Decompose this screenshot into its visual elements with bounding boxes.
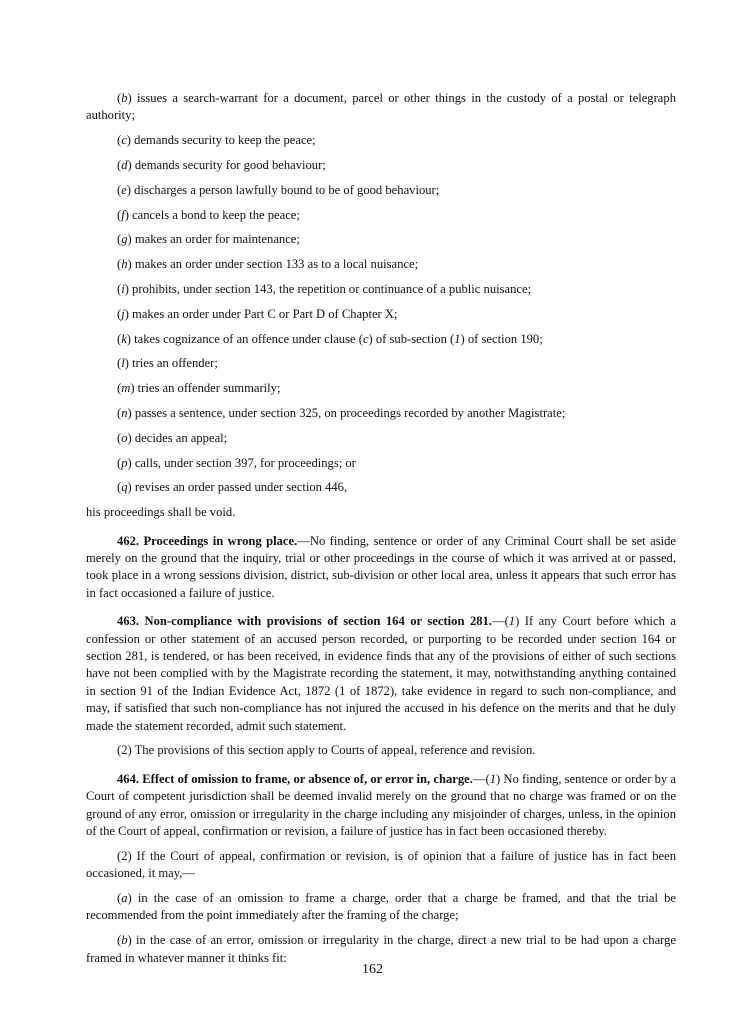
section-462 (86, 533, 676, 603)
section-body: ) No finding, sentence or order by a Court of competent jurisdiction shall be deemed invalid merely on the ground that no charge was framed or on the ground of any error, omission or irregularity in the charge including any misjoinder of charges, unless, in the opinion of the Court of appeal, confirmation or revision, a failure of justice has in fact been occasioned thereby. (86, 771, 677, 839)
clause-text: ) of section 190; (460, 331, 543, 346)
clause-c: (c) demands security to keep the peace; (117, 133, 316, 148)
clause-n: (n) passes a sentence, under section 325, on proceedings recorded by another Magistrate; (117, 405, 566, 420)
clause-text: in the case of an error, omission or irregularity in the charge, direct a new trial to be had upon a charge framed in whatever manner it thinks fit: (86, 933, 677, 965)
clause-text: cancels a bond to keep the peace; (132, 207, 300, 222)
clause-letter: k (121, 331, 127, 346)
clause-letter: b (121, 933, 128, 948)
section-body: ) If any Court before which a confession or other statement of an accused person recorded, or purporting to be recorded under section 164 or section 281, is tendered, or has been received, in evidence finds that any of the provisions of either of such sections have not been complied with by the Magistrate recording the statement, it may, notwithstanding anything contained in section 91 of the Indian Evidence Act, 1872 (1 of 1872), take evidence in regard to such non-compliance, and may, if satisfied that such non-compliance has not injured the accused in his defence on the merits and that he duly made the statement recorded, admit such statement. (86, 614, 676, 733)
section-heading: 462. Proceedings in wrong place. (117, 533, 298, 548)
clause-text: demands security for good behaviour; (134, 158, 326, 172)
clause-letter: c (121, 133, 127, 148)
clause-ref: c (362, 331, 369, 346)
clause-text: issues a search-warrant for a document, parcel or other things in the custody of a postal or telegraph authority; (86, 91, 676, 123)
section-heading: 463. Non-compliance with provisions of section 164 or section 281. (117, 614, 492, 629)
dash: —( (472, 771, 490, 786)
clause-letter: j (121, 306, 125, 321)
clause-d: (d) demands security for good behaviour; (117, 158, 326, 172)
section-463-subsection-2: (2) The provisions of this section apply to Courts of appeal, reference and revision. (117, 743, 536, 758)
clause-text: discharges a person lawfully bound to be of good behaviour; (134, 182, 440, 197)
clause-p: (p) calls, under section 397, for proceedings; or (117, 455, 356, 470)
clause-text: makes an order under section 133 as to a local nuisance; (134, 257, 419, 272)
clause-f: (f) cancels a bond to keep the peace; (117, 207, 300, 222)
clause-text: makes an order for maintenance; (134, 232, 300, 247)
dash: —( (491, 614, 509, 629)
section-464-subsection-2: (2) If the Court of appeal, confirmation or revision, is of opinion that a failure of justice has in fact been occasioned, it may,— (86, 848, 676, 881)
page-number: 162 (362, 962, 383, 977)
section-464 (86, 771, 676, 841)
clause-k: (k) takes cognizance of an offence under clause (c) of sub-section (1) of section 190; (117, 331, 543, 346)
clause-e: (e) discharges a person lawfully bound to be of good behaviour; (117, 182, 440, 197)
clause-j: (j) makes an order under Part C or Part D of Chapter X; (117, 306, 398, 321)
subsection-number: 1 (508, 614, 516, 629)
clause-letter: h (121, 257, 128, 272)
clause-text: passes a sentence, under section 325, on proceedings recorded by another Magistrate; (134, 405, 566, 420)
clause-q: (q) revises an order passed under section 446, (117, 480, 348, 495)
clause-letter: o (121, 430, 128, 445)
clause-text: calls, under section 397, for proceedings; or (134, 455, 356, 470)
section-body: —No finding, sentence or order of any Criminal Court shall be set aside merely on the ground that the inquiry, trial or other proceedings in the course of which it was arrived at or passed, took place in a wrong sessions division, district, sub-division or other local area, unless it appears that such error has in fact occasioned a failure of justice. (86, 533, 676, 600)
clause-letter: i (121, 281, 125, 296)
document-page (86, 90, 676, 974)
clause-text: prohibits, under section 143, the repetition or continuance of a public nuisance; (132, 281, 532, 296)
clause-text: decides an appeal; (134, 430, 228, 445)
clause-letter: m (121, 381, 131, 396)
clause-text: tries an offender summarily; (137, 381, 281, 396)
clause-h: (h) makes an order under section 133 as to a local nuisance; (117, 257, 419, 272)
section-464-clause-a: (a) in the case of an omission to frame a charge, order that a charge be framed, and that the trial be recommended from the point immediately after the framing of the charge; (86, 891, 676, 923)
clause-m: (m) tries an offender summarily; (117, 381, 281, 396)
clause-text: revises an order passed under section 446, (134, 480, 348, 495)
clause-letter: d (121, 158, 128, 172)
clause-letter: f (121, 207, 125, 222)
clause-g: (g) makes an order for maintenance; (117, 232, 300, 247)
clause-letter: a (121, 891, 128, 906)
section-heading: 464. Effect of omission to frame, or absence of, or error in, charge. (117, 771, 473, 786)
subsection-ref: 1 (454, 331, 461, 346)
clause-text: demands security to keep the peace; (134, 133, 316, 148)
clause-text: ) of sub-section ( (368, 331, 455, 346)
clause-letter: q (121, 480, 128, 495)
subsection-number: 1 (489, 771, 496, 786)
clause-letter: l (121, 356, 125, 371)
closing-line: his proceedings shall be void. (86, 505, 236, 520)
clause-text: makes an order under Part C or Part D of Chapter X; (132, 306, 398, 321)
clause-letter: n (121, 405, 128, 420)
clause-l: (l) tries an offender; (117, 356, 218, 371)
clause-b: (b) issues a search-warrant for a document, parcel or other things in the custody of a postal or telegraph authority; (86, 91, 676, 123)
clause-letter: g (121, 232, 128, 247)
clause-text: in the case of an omission to frame a charge, order that a charge be framed, and that the trial be recommended from the point immediately after the framing of the charge; (86, 891, 676, 923)
section-464-clause-b: (b) in the case of an error, omission or irregularity in the charge, direct a new trial to be had upon a charge framed in whatever manner it thinks fit: (86, 933, 677, 965)
clause-i: (i) prohibits, under section 143, the repetition or continuance of a public nuisance; (117, 281, 532, 296)
clause-letter: p (121, 455, 128, 470)
clause-letter: e (121, 182, 127, 197)
section-463 (86, 613, 676, 735)
clause-o: (o) decides an appeal; (117, 430, 228, 445)
clause-text: tries an offender; (132, 356, 218, 371)
clause-text: takes cognizance of an offence under clause ( (134, 331, 363, 346)
clause-letter: b (121, 91, 128, 105)
